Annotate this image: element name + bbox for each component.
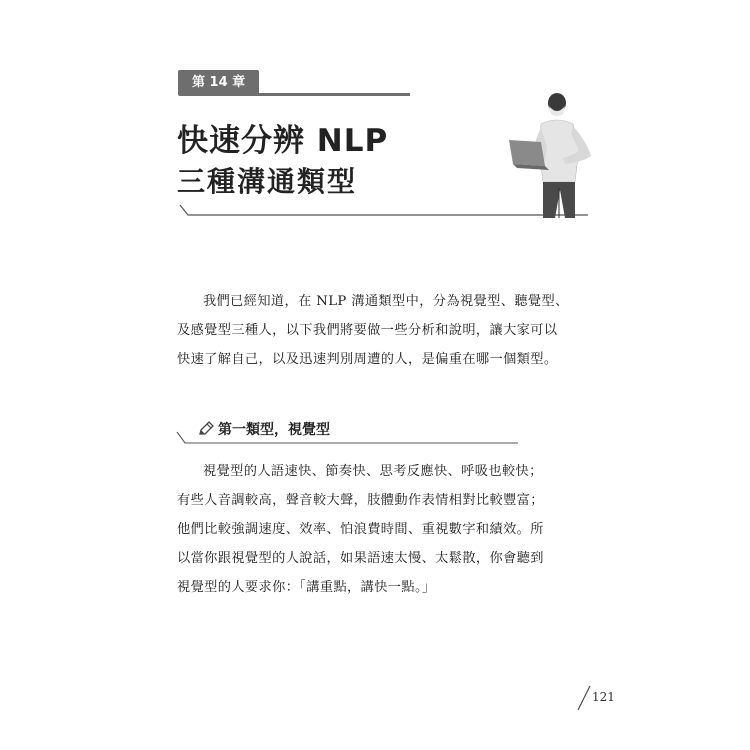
chapter-title-line-1: 快速分辨 NLP (177, 123, 389, 159)
section-line: 他們比較強調速度、效率、怕浪費時間、重視數字和績效。所 (177, 522, 544, 537)
page-number: 121 (592, 690, 615, 704)
section-line: 視覺型的人語速快、節奏快、思考反應快、呼吸也較快； (203, 464, 543, 479)
chapter-label: 第 14 章 (178, 70, 259, 96)
chapter-title-line-2: 三種溝通類型 (177, 165, 358, 198)
intro-line: 快速了解自己，以及迅速判別周遭的人，是偏重在哪一個類型。 (177, 352, 558, 367)
section-line: 以當你跟視覺型的人說話，如果語速太慢、太鬆散，你會聽到 (177, 551, 544, 566)
section-line: 視覺型的人要求你：「講重點，講快一點。」 (177, 580, 436, 595)
section-line: 有些人音調較高，聲音較大聲，肢體動作表情相對比較豐富； (177, 493, 544, 508)
intro-line: 我們已經知道，在 NLP 溝通類型中，分為視覺型、聽覺型、 (203, 294, 569, 309)
intro-line: 及感覺型三種人，以下我們將要做一些分析和說明，讓大家可以 (177, 323, 558, 338)
section-heading: 第一類型，視覺型 (218, 422, 330, 438)
